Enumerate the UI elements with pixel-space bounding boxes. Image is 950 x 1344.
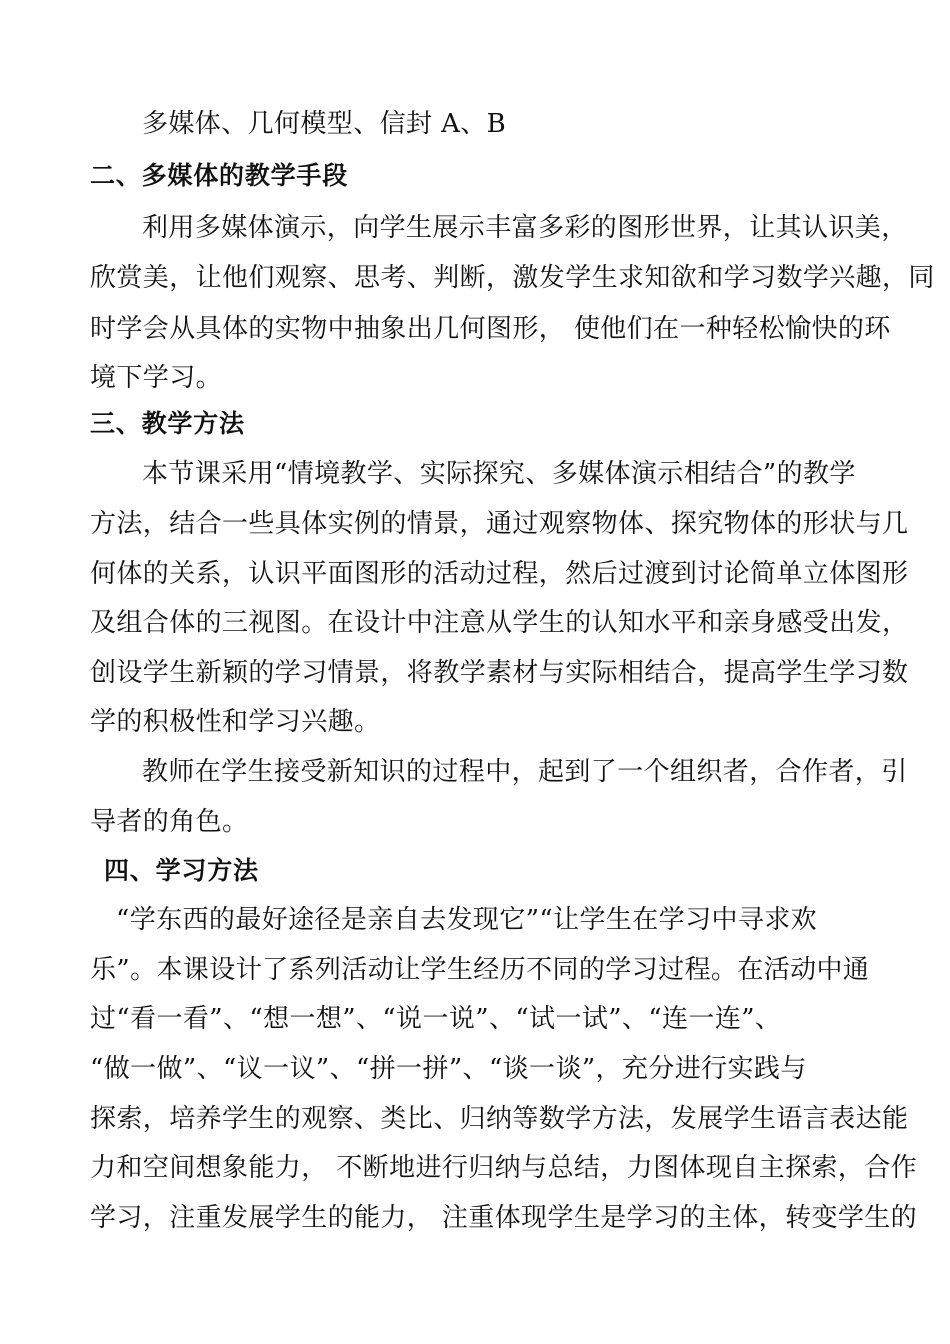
- paragraph-line: 本节课采用“情境教学、实际探究、多媒体演示相结合”的教学: [142, 459, 856, 489]
- paragraph-line: 何体的关系，认识平面图形的活动过程，然后过渡到讨论简单立体图形: [90, 559, 909, 589]
- paragraph-line: 过“看一看”、“想一想”、“说一说”、“试一试”、“连一连”、: [90, 1004, 782, 1034]
- paragraph-line: 方法，结合一些具体实例的情景，通过观察物体、探究物体的形状与几: [90, 509, 909, 539]
- paragraph-line: 学习，注重发展学生的能力， 注重体现学生是学习的主体，转变学生的: [90, 1203, 918, 1233]
- paragraph-line: 境下学习。: [90, 363, 223, 393]
- paragraph-line: 教师在学生接受新知识的过程中，起到了一个组织者，合作者，引: [142, 757, 908, 787]
- paragraph-line: “学东西的最好途径是亲自去发现它”“让学生在学习中寻求欢: [116, 905, 818, 935]
- paragraph-line: 及组合体的三视图。在设计中注意从学生的认知水平和亲身感受出发，: [90, 608, 909, 638]
- paragraph-line: 探索，培养学生的观察、类比、归纳等数学方法，发展学生语言表达能: [90, 1104, 909, 1134]
- paragraph-line: 学的积极性和学习兴趣。: [90, 707, 381, 737]
- paragraph-line: 欣赏美，让他们观察、思考、判断，激发学生求知欲和学习数学兴趣，同: [90, 263, 935, 293]
- paragraph-line: “做一做”、“议一议”、“拼一拼”、“谈一谈”，充分进行实践与: [90, 1054, 807, 1084]
- paragraph-line: 力和空间想象能力， 不断地进行归纳与总结，力图体现自主探索，合作: [90, 1153, 918, 1183]
- section-heading-multimedia: 二、多媒体的教学手段: [90, 161, 349, 190]
- paragraph-line: 时学会从具体的实物中抽象出几何图形， 使他们在一种轻松愉快的环: [90, 314, 891, 344]
- paragraph-line: 创设学生新颖的学习情景，将教学素材与实际相结合，提高学生学习数: [90, 658, 909, 688]
- materials-line: 多媒体、几何模型、信封 A、B: [142, 109, 507, 139]
- paragraph-line: 乐”。本课设计了系列活动让学生经历不同的学习过程。在活动中通: [90, 955, 870, 985]
- paragraph-line: 利用多媒体演示，向学生展示丰富多彩的图形世界，让其认识美，: [142, 213, 908, 243]
- paragraph-line: 导者的角色。: [90, 807, 249, 837]
- section-heading-teaching-method: 三、教学方法: [90, 409, 245, 438]
- section-heading-learning-method: 四、学习方法: [104, 856, 259, 885]
